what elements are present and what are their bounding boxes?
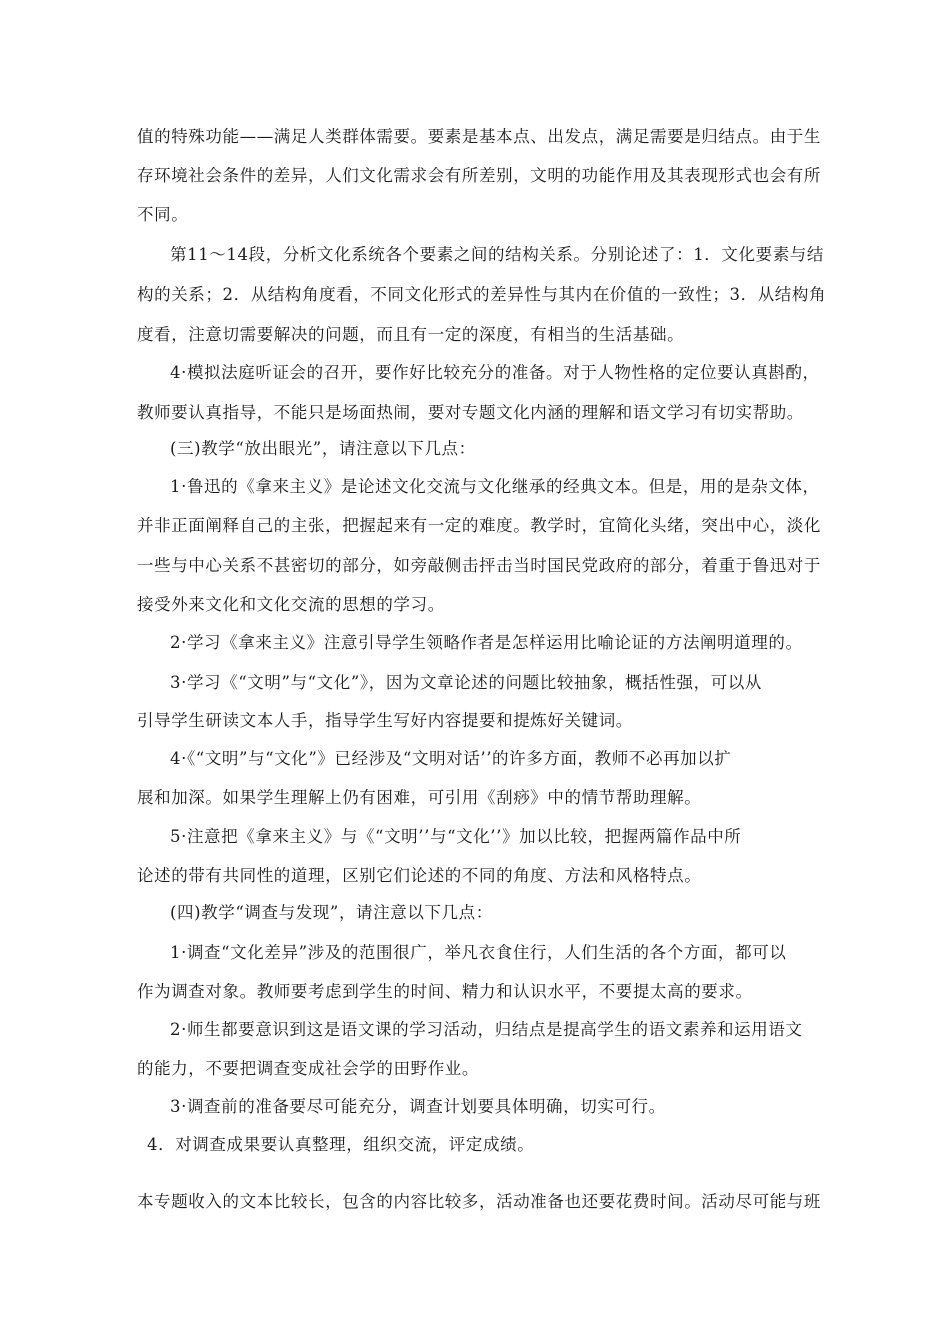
text-line: 一些与中心关系不甚密切的部分，如旁敲侧击抨击当时国民党政府的部分，着重于鲁迅对于 (137, 556, 821, 575)
text-line: 作为调查对象。教师要考虑到学生的时间、精力和认识水平，不要提太高的要求。 (137, 982, 753, 1001)
section-heading: (三)教学“放出眼光”，请注意以下几点： (170, 439, 476, 458)
text-line: 2·学习《拿来主义》注意引导学生领略作者是怎样运用比喻论证的方法阐明道理的。 (170, 633, 803, 652)
text-line: 1·鲁迅的《拿来主义》是论述文化交流与文化继承的经典文本。但是，用的是杂文体， (170, 477, 820, 496)
text-line: 4·《“文明”与“文化”》已经涉及“文明对话’’的许多方面，教师不必再加以扩 (170, 749, 732, 768)
text-line: 值的特殊功能——满足人类群体需要。要素是基本点、出发点，满足需要是归结点。由于生 (137, 127, 821, 146)
text-line: 引导学生研读文本人手，指导学生写好内容提要和提炼好关键词。 (137, 711, 633, 730)
text-line: 展和加深。如果学生理解上仍有困难，可引用《刮痧》中的情节帮助理解。 (137, 788, 702, 807)
text-line: 度看，注意切需要解决的问题，而且有一定的深度，有相当的生活基础。 (137, 325, 685, 344)
text-line: 构的关系；2．从结构角度看，不同文化形式的差异性与其内在价值的一致性；3．从结构角 (137, 285, 827, 304)
text-line: 3·学习《“文明”与“文化”》，因为文章论述的问题比较抽象，概括性强，可以从 (170, 673, 763, 692)
text-line: 本专题收入的文本比较长，包含的内容比较多，活动准备也还要花费时间。活动尽可能与班 (137, 1192, 821, 1211)
text-line: 4．对调查成果要认真整理，组织交流，评定成绩。 (147, 1135, 535, 1154)
text-line: 5·注意把《拿来主义》与《“文明’’与“文化’’》加以比较，把握两篇作品中所 (170, 827, 742, 846)
text-line: 教师要认真指导，不能只是场面热闹，要对专题文化内涵的理解和语文学习有切实帮助。 (137, 403, 804, 422)
text-line: 的能力，不要把调查变成社会学的田野作业。 (137, 1059, 479, 1078)
text-line: 接受外来文化和文化交流的思想的学习。 (137, 595, 445, 614)
text-line: 并非正面阐释自己的主张，把握起来有一定的难度。教学时，宜简化头绪，突出中心，淡化 (137, 516, 821, 535)
text-line: 1·调查“文化差异”涉及的范围很广，举凡衣食住行，人们生活的各个方面，都可以 (170, 943, 787, 962)
text-line: 论述的带有共同性的道理，区别它们论述的不同的角度、方法和风格特点。 (137, 866, 702, 885)
text-line: 2·师生都要意识到这是语文课的学习活动，归结点是提高学生的语文素养和运用语文 (170, 1020, 803, 1039)
text-line: 3·调查前的准备要尽可能充分，调查计划要具体明确，切实可行。 (170, 1097, 666, 1116)
text-line: 4·模拟法庭听证会的召开，要作好比较充分的准备。对于人物性格的定位要认真斟酌， (170, 363, 820, 382)
text-line: 存环境社会条件的差异，人们文化需求会有所差别，文明的功能作用及其表现形式也会有所 (137, 166, 821, 185)
section-heading: (四)教学“调查与发现”，请注意以下几点： (170, 903, 493, 922)
text-line: 不同。 (137, 205, 189, 224)
text-line: 第11～14段，分析文化系统各个要素之间的结构关系。分别论述了：1．文化要素与结 (170, 245, 824, 264)
